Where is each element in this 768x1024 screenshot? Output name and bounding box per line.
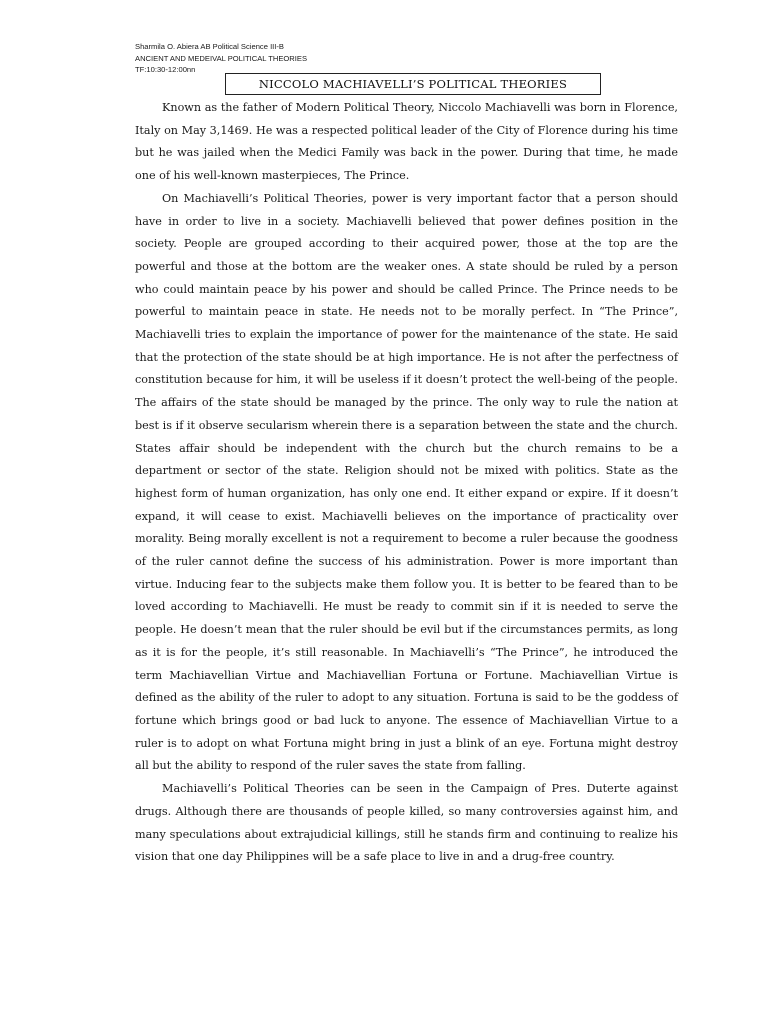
- document-title: NICCOLO MACHIAVELLI’S POLITICAL THEORIES: [225, 73, 601, 95]
- schedule-line: TF:10:30-12:00nn: [135, 65, 196, 74]
- author-line: Sharmila O. Abiera AB Political Science III-B: [135, 42, 284, 51]
- document-header: [135, 41, 307, 76]
- paragraph-2: On Machiavelli’s Political Theories, power is very important factor that a person should have in order to live in a society. Machiavelli believed that power defines position in the society. People are grouped according to their acquired power, those at the top are the powerful and those at the bottom are the weaker ones. A state should be ruled by a person who could maintain peace by his power and should be called Prince. The Prince needs to be powerful to maintain peace in state. He needs not to be morally perfect. In “The Prince”, Machiavelli tries to explain the importance of power for the maintenance of the state. He said that the protection of the state should be at high importance. He is not after the perfectness of constitution because for him, it will be useless if it doesn’t protect the well-being of the people. The affairs of the state should be managed by the prince. The only way to rule the nation at best is if it observe secularism wherein there is a separation between the state and the church. States affair should be independent with the church but the church remains to be a department or sector of the state. Religion should not be mixed with politics. State as the highest form of human organization, has only one end. It either expand or expire. If it doesn’t expand, it will cease to exist. Machiavelli believes on the importance of practicality over morality. Being morally excellent is not a requirement to become a ruler because the goodness of the ruler cannot define the success of his administration. Power is more important than virtue. Inducing fear to the subjects make them follow you. It is better to be feared than to be loved according to Machiavelli. He must be ready to commit sin if it is needed to serve the people. He doesn’t mean that the ruler should be evil but if the circumstances permits, as long as it is for the people, it’s still reasonable. In Machiavelli’s “The Prince”, he introduced the term Machiavellian Virtue and Machiavellian Fortuna or Fortune. Machiavellian Virtue is defined as the ability of the ruler to adopt to any situation. Fortuna is said to be the goddess of fortune which brings good or bad luck to anyone. The essence of Machiavellian Virtue to a ruler is to adopt on what Fortuna might bring in just a blink of an eye. Fortuna might destroy all but the ability to respond of the ruler saves the state from falling.: [135, 191, 678, 773]
- document-body: [135, 97, 678, 869]
- course-line: ANCIENT AND MEDEIVAL POLITICAL THEORIES: [135, 53, 308, 63]
- paragraph-1: Known as the father of Modern Political Theory, Niccolo Machiavelli was born in Florence, Italy on May 3,1469. He was a respected political leader of the City of Florence during his time but he was jailed when the Medici Family was back in the power. During that time, he made one of his well-known masterpieces, The Prince.: [135, 101, 678, 183]
- paragraph-3: Machiavelli’s Political Theories can be seen in the Campaign of Pres. Duterte against drugs. Although there are thousands of people killed, so many controversies against him, and many speculations about extrajudicial killings, still he stands firm and continuing to realize his vision that one day Philippines will be a safe place to live in and a drug-free country.: [135, 782, 678, 864]
